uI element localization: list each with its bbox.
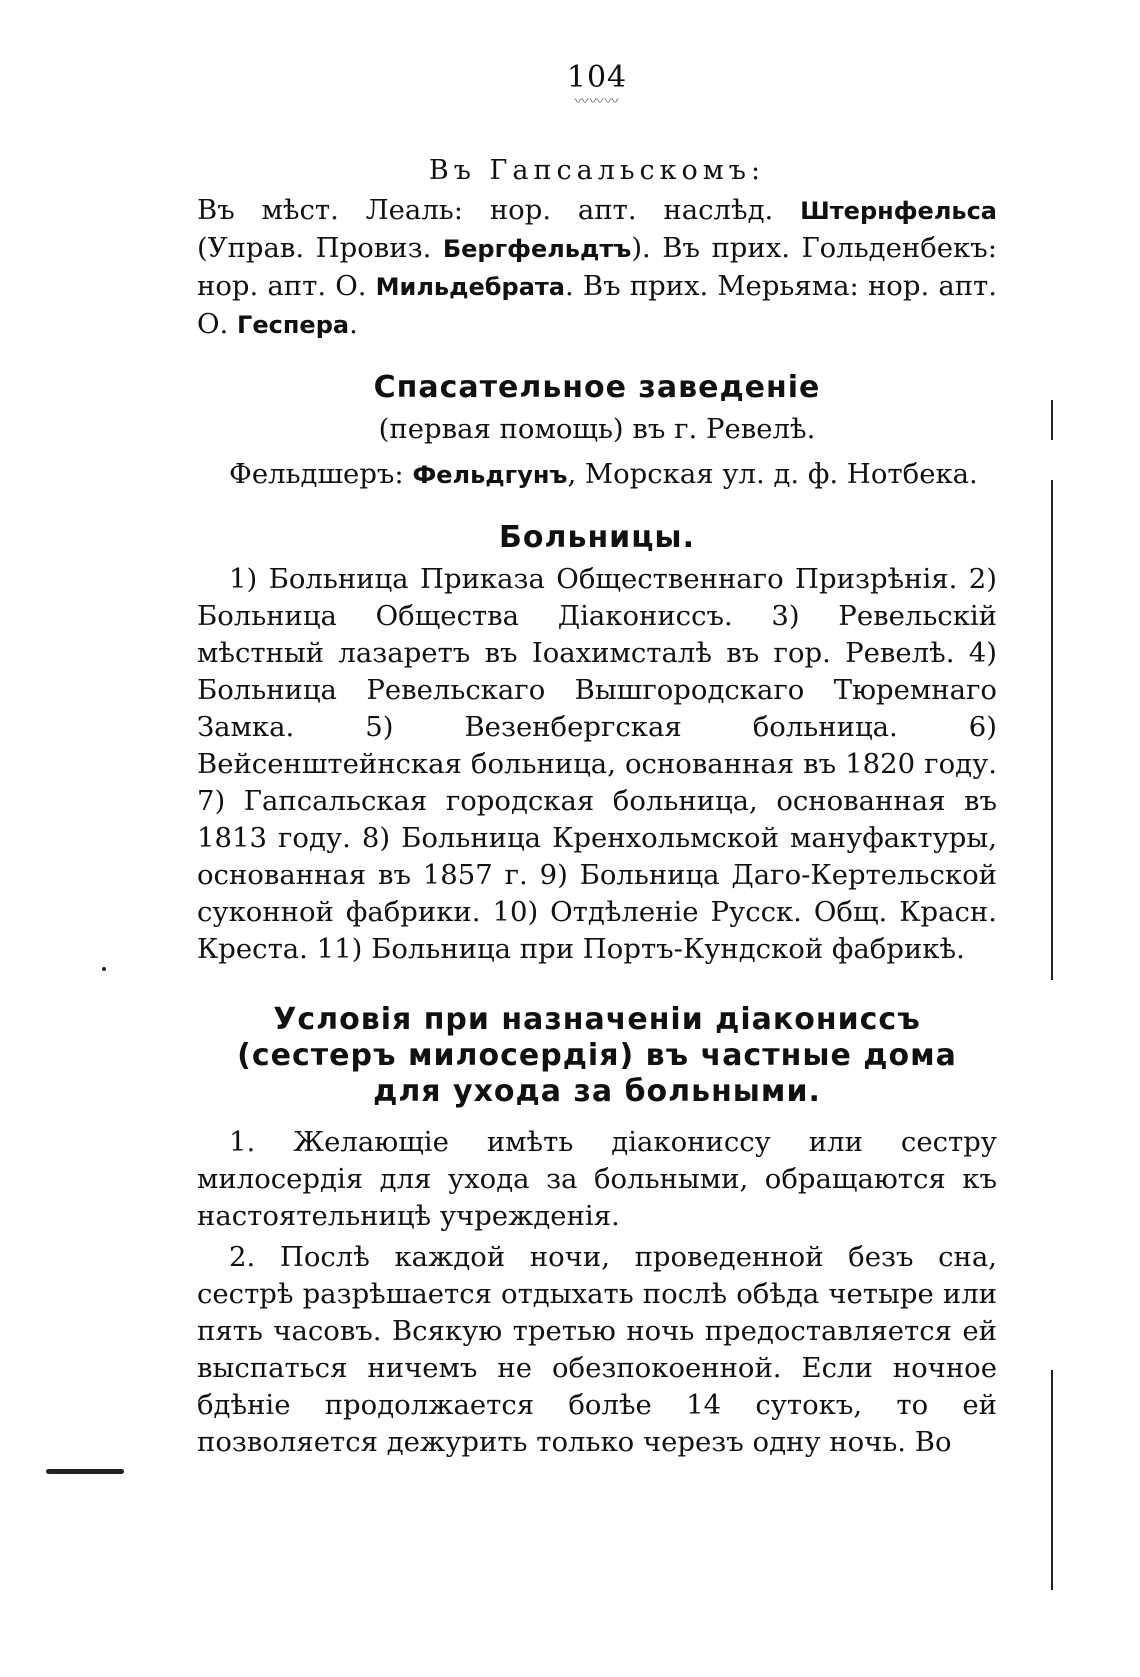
hospitals-paragraph: 1) Больница Приказа Общественнаго Призрѣнія. 2) Больница Общества Діакониссъ. 3) Ревельскій мѣстный лазаретъ въ Іоахимсталѣ въ гор. Ревелѣ. 4) Больница Ревельскаго Вышгородскаго Тюремнаго Замка. 5) Везенбергская больница. 6) Вейсенштейнская больница, основанная въ 1820 году. 7) Гапсальская городская больница, основанная въ 1813 году. 8) Больница Кренхольмской мануфактуры, основанная въ 1857 г. 9) Больница Даго-Кертельской суконной фабрики. 10) Отдѣленіе Русск. Общ. Красн. Креста. 11) Больница при Портъ-Кундской фабрикѣ. — [197, 563, 997, 965]
book-page — [197, 60, 997, 1465]
rescue-subtitle: (первая помощь) въ г. Ревелѣ. — [378, 413, 816, 445]
rescue-title: Спасательное заведенiе — [373, 370, 821, 405]
scan-margin-dash — [46, 1469, 124, 1474]
name-feldgun: Фельдгунъ — [412, 461, 568, 489]
conditions-title-line-3: для ухода за больными. — [373, 1074, 821, 1109]
scan-margin-dot — [102, 967, 106, 971]
scan-margin-line — [1051, 1370, 1053, 1590]
name-mildebrat: Мильдебрата — [375, 273, 565, 301]
scan-margin-line — [1051, 480, 1053, 980]
page-number: 104 — [566, 60, 628, 95]
page-number-ornament: 〰〰〰 — [574, 94, 620, 110]
conditions-title — [197, 1002, 997, 1110]
name-shternfels: Штернфельса — [800, 197, 997, 225]
gapsal-paragraph: Въ мѣст. Леаль: нор. апт. наслѣд. Штернфельса (Управ. Провиз. Бергфельдтъ). Въ прих. Гольденбекъ: нор. апт. О. Мильдебрата. Въ прих. Мерьяма: нор. апт. О. Геспера. — [197, 194, 998, 340]
hospitals-title: Больницы. — [499, 520, 695, 555]
name-bergfeldt: Бергфельдтъ — [442, 235, 632, 263]
conditions-title-line-2: (сестеръ милосердія) въ частные дома — [237, 1038, 957, 1073]
conditions-item-1: 1. Желающіе имѣть діакониссу или сестру милосердія для ухода за больными, обращаются къ настоятельницѣ учрежденія. — [197, 1126, 997, 1232]
conditions-title-line-1: Условія при назначеніи діакониссъ — [273, 1002, 921, 1037]
name-gesper: Геспера — [237, 311, 350, 339]
rescue-paragraph: Фельдшеръ: Фельдгунъ, Морская ул. д. ф. Нотбека. — [229, 458, 978, 490]
gapsal-heading: Въ Гапсальскомъ: — [428, 155, 766, 186]
scan-margin-line — [1051, 400, 1053, 440]
conditions-item-2: 2. Послѣ каждой ночи, проведенной безъ сна, сестрѣ разрѣшается отдыхать послѣ обѣда четыре или пять часовъ. Всякую третью ночь предоставляется ей выспаться ничемъ не обезпокоенной. Если ночное бдѣніе продолжается болѣе 14 сутокъ, то ей позволяется дежурить только черезъ одну ночь. Во — [197, 1241, 997, 1458]
